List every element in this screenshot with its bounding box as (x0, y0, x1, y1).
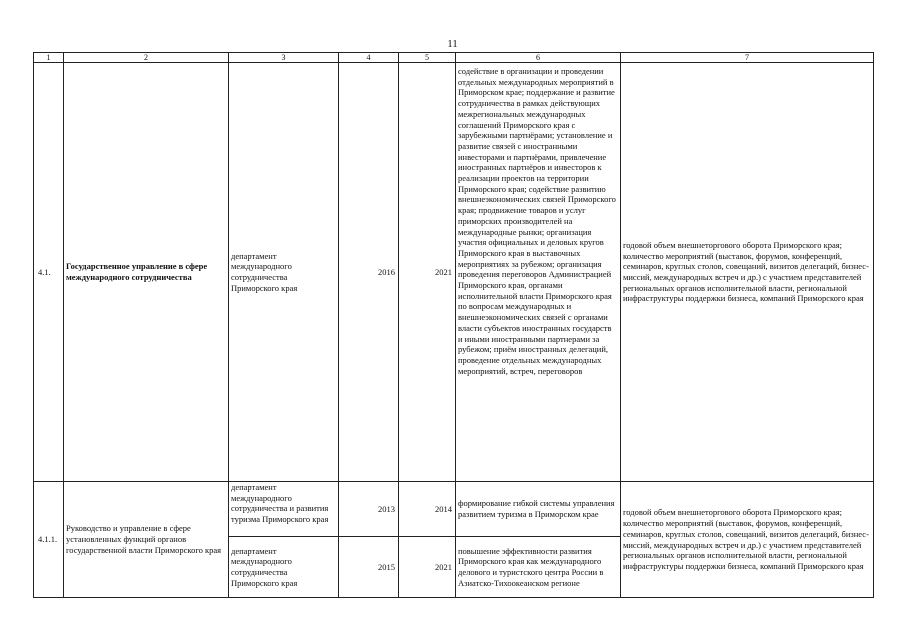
year-end-cell: 2021 (399, 63, 456, 482)
year-end-cell: 2014 (399, 482, 456, 537)
page-number: 11 (447, 38, 458, 50)
activity-name: Государственное управление в сфере международного сотрудничества (64, 63, 229, 482)
indicators-cell: годовой объем внешнеторгового оборота Приморского края; количество мероприятий (выставок, форумов, конференций, семинаров, круглых столов, совещаний, визитов делегаций, бизнес-миссий, международных встреч и др.) с участием представителей региональных органов исполнительной власти, региональной инфраструктуры поддержки бизнеса, компаний Приморского края (621, 63, 874, 482)
column-header: 7 (621, 53, 874, 63)
year-start-cell: 2013 (339, 482, 399, 537)
column-header: 5 (399, 53, 456, 63)
column-header: 3 (229, 53, 339, 63)
executor-cell: департамент международного сотрудничества Приморского края (229, 537, 339, 598)
description-cell: повышение эффективности развития Приморского края как международного делового и туристского центра России в Азиатско-Тихоокеанском регионе (456, 537, 621, 598)
table-row (34, 63, 874, 482)
description-cell: содействие в организации и проведении отдельных международных мероприятий в Приморском крае; поддержание и развитие сотрудничества в рамках действующих межрегиональных международных соглашений Приморского края с зарубежными партнёрами; установление и развитие связей с иностранными инвесторами и партнёрами, привлечение иностранных партнёров и инвесторов к реализации проектов на территории Приморского края; содействие развитию внешнеэкономических связей Приморского края; продвижение товаров и услуг приморских производителей на международные рынки; организация участия официальных и деловых кругов Приморского края в выставочных мероприятиях за рубежом; организация проведения переговоров Администрацией Приморского края, органами исполнительной власти Приморского края по вопросам международных и внешнеэкономических связей с органами власти субъектов иностранных государств и иными иностранными партнерами за рубежом; приём иностранных делегаций, проведение отдельных международных мероприятий, встреч, переговоров (456, 63, 621, 482)
executor-cell: департамент международного сотрудничества и развития туризма Приморского края (229, 482, 339, 537)
year-start-cell: 2016 (339, 63, 399, 482)
document-table (33, 52, 874, 598)
executor-cell: департамент международного сотрудничества Приморского края (229, 63, 339, 482)
year-start-cell: 2015 (339, 537, 399, 598)
column-header: 6 (456, 53, 621, 63)
activity-name: Руководство и управление в сфере установленных функций органов государственной власти Приморского края (64, 482, 229, 598)
table-row (34, 482, 874, 537)
description-cell: формирование гибкой системы управления развитием туризма в Приморском крае (456, 482, 621, 537)
column-header: 2 (64, 53, 229, 63)
indicators-cell: годовой объем внешнеторгового оборота Приморского края; количество мероприятий (выставок, форумов, конференций, семинаров, круглых столов, совещаний, визитов делегаций, бизнес-миссий, международных встреч и др.) с участием представителей региональных органов исполнительной власти, региональной инфраструктуры поддержки бизнеса, компаний Приморского края (621, 482, 874, 598)
row-number: 4.1. (34, 63, 64, 482)
row-number: 4.1.1. (34, 482, 64, 598)
column-header: 1 (34, 53, 64, 63)
table-header-row (34, 53, 874, 63)
year-end-cell: 2021 (399, 537, 456, 598)
column-header: 4 (339, 53, 399, 63)
